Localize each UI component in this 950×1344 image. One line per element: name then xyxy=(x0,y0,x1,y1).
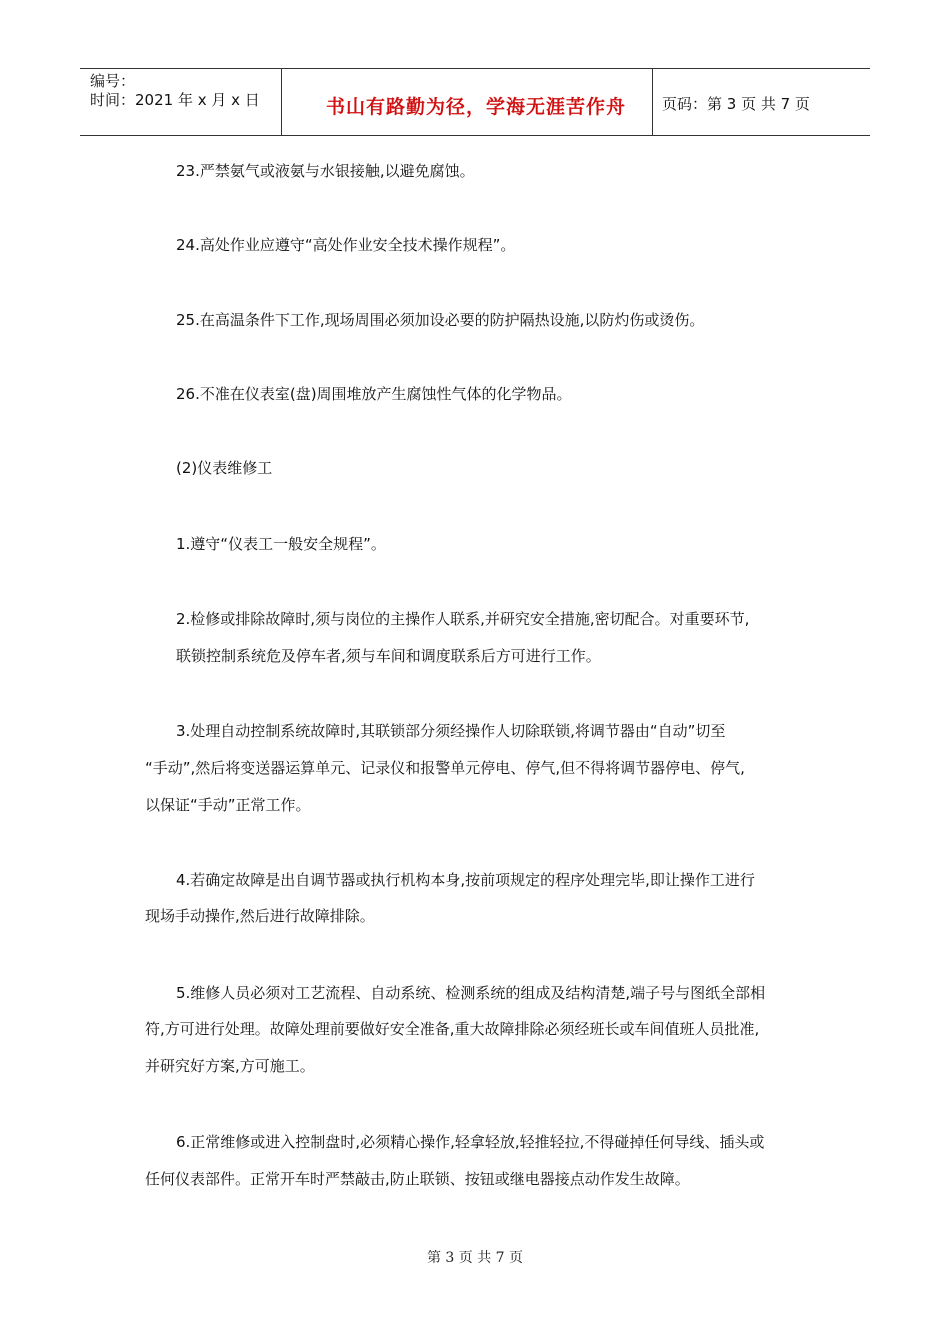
body-line: 26.不准在仪表室(盘)周围堆放产生腐蚀性气体的化学物品。 xyxy=(176,385,572,403)
body-line: 以保证“手动”正常工作。 xyxy=(145,796,311,814)
body-line: 3.处理自动控制系统故障时,其联锁部分须经操作人切除联锁,将调节器由“自动”切至 xyxy=(176,722,726,740)
document-code-label: 编号： xyxy=(90,72,136,90)
header-page-info: 页码：第 3 页 共 7 页 xyxy=(662,95,810,113)
header-divider-right xyxy=(652,68,653,136)
body-line: 现场手动操作,然后进行故障排除。 xyxy=(145,907,375,925)
page-footer: 第 3 页 共 7 页 xyxy=(426,1250,524,1266)
body-line: “手动”,然后将变送器运算单元、记录仪和报警单元停电、停气,但不得将调节器停电、停气, xyxy=(145,759,745,777)
body-line: 1.遵守“仪表工一般安全规程”。 xyxy=(176,535,386,553)
body-line: 任何仪表部件。正常开车时严禁敲击,防止联锁、按钮或继电器接点动作发生故障。 xyxy=(145,1170,690,1188)
body-line: 25.在高温条件下工作,现场周围必须加设必要的防护隔热设施,以防灼伤或烫伤。 xyxy=(176,311,705,329)
body-line: 4.若确定故障是出自调节器或执行机构本身,按前项规定的程序处理完毕,即让操作工进行 xyxy=(176,871,755,889)
body-line: 2.检修或排除故障时,须与岗位的主操作人联系,并研究安全措施,密切配合。对重要环节, xyxy=(176,610,750,628)
document-date-label: 时间：2021 年 x 月 x 日 xyxy=(90,91,260,109)
body-line: 符,方可进行处理。故障处理前要做好安全准备,重大故障排除必须经班长或车间值班人员批准, xyxy=(145,1020,760,1038)
header-divider-left xyxy=(281,68,282,136)
body-line: 5.维修人员必须对工艺流程、自动系统、检测系统的组成及结构清楚,端子号与图纸全部相 xyxy=(176,984,766,1002)
document-header xyxy=(80,68,870,136)
section-heading: (2)仪表维修工 xyxy=(176,459,273,477)
header-top-border xyxy=(80,68,870,69)
body-line: 24.高处作业应遵守“高处作业安全技术操作规程”。 xyxy=(176,236,516,254)
header-bottom-border xyxy=(80,135,870,136)
body-line: 并研究好方案,方可施工。 xyxy=(145,1057,315,1075)
header-motto: 书山有路勤为径，学海无涯苦作舟 xyxy=(325,96,626,118)
body-line: 6.正常维修或进入控制盘时,必须精心操作,轻拿轻放,轻推轻拉,不得碰掉任何导线、插头或 xyxy=(176,1133,765,1151)
body-line: 联锁控制系统危及停车者,须与车间和调度联系后方可进行工作。 xyxy=(176,647,601,665)
body-line: 23.严禁氨气或液氨与水银接触,以避免腐蚀。 xyxy=(176,162,475,180)
